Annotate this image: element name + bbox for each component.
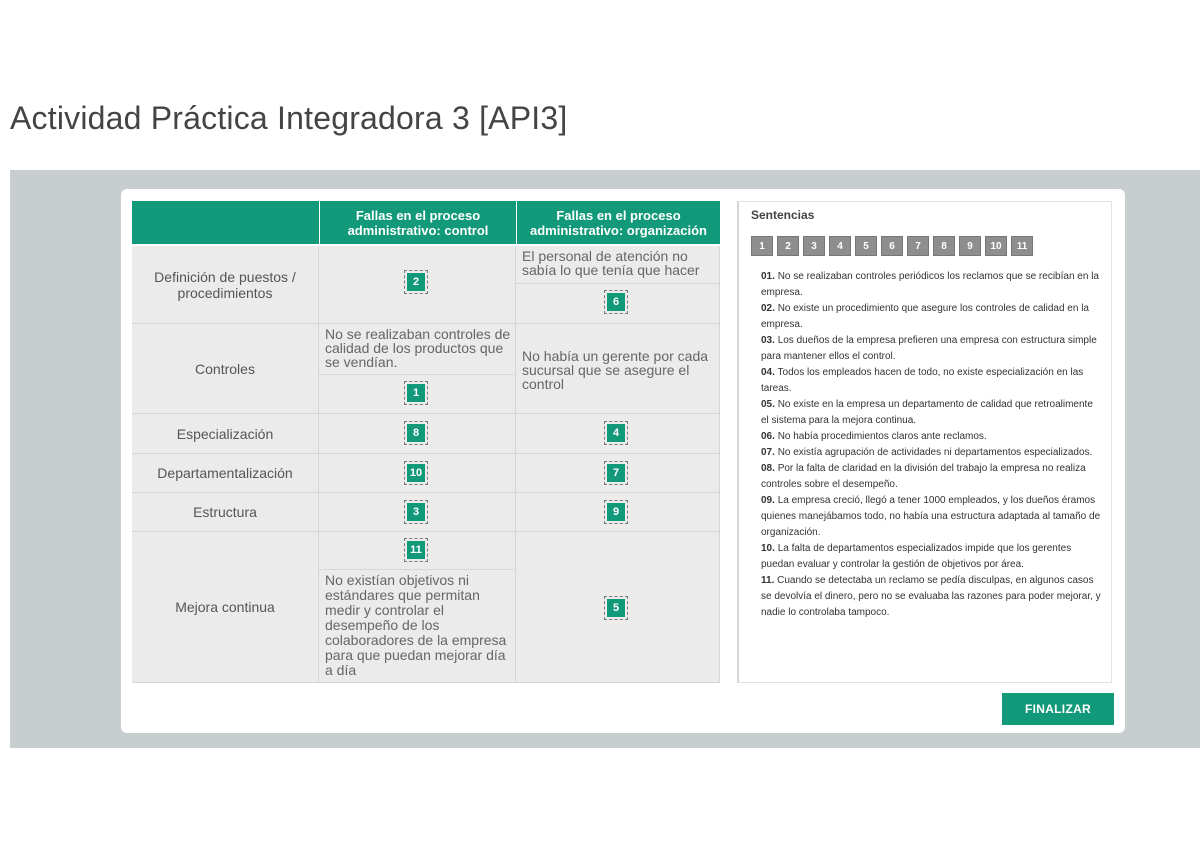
row-label-departamentalizacion: Departamentalización xyxy=(132,454,319,493)
sentence-item xyxy=(761,333,1101,365)
sentence-item xyxy=(761,365,1101,397)
drop-slot[interactable] xyxy=(404,270,428,294)
sentence-number: 03. xyxy=(761,335,775,346)
finish-button[interactable]: FINALIZAR xyxy=(1002,693,1114,725)
drop-slot[interactable] xyxy=(604,421,628,445)
cell-especializacion-control xyxy=(319,414,516,454)
sentence-item xyxy=(761,461,1101,493)
sentence-tile[interactable]: 11 xyxy=(1011,236,1033,256)
activity-card xyxy=(121,189,1125,733)
sentence-number: 06. xyxy=(761,431,775,442)
sentence-tile[interactable]: 10 xyxy=(985,236,1007,256)
sentence-number: 09. xyxy=(761,495,775,506)
page-title: Actividad Práctica Integradora 3 [API3] xyxy=(10,100,568,136)
sentence-item xyxy=(761,493,1101,541)
classification-table xyxy=(132,201,720,683)
sentence-tile[interactable]: 8 xyxy=(933,236,955,256)
sentence-number: 01. xyxy=(761,271,775,282)
sentence-number: 02. xyxy=(761,303,775,314)
sentence-tile[interactable]: 2 xyxy=(777,236,799,256)
header-control: Fallas en el proceso administrativo: control xyxy=(319,201,516,244)
sentence-item xyxy=(761,269,1101,301)
cell-controles-control-text: No se realizaban controles de calidad de los productos que se vendían. xyxy=(319,324,516,375)
answer-tile[interactable]: 5 xyxy=(607,599,625,617)
sentence-number: 04. xyxy=(761,367,775,378)
cell-departamentalizacion-control xyxy=(319,454,516,493)
sentence-tile[interactable]: 7 xyxy=(907,236,929,256)
sentence-item xyxy=(761,573,1101,621)
row-label-estructura: Estructura xyxy=(132,493,319,532)
row-label-definicion: Definición de puestos / procedimientos xyxy=(132,246,319,324)
cell-definicion-control xyxy=(319,246,516,324)
cell-departamentalizacion-org xyxy=(516,454,720,493)
answer-tile[interactable]: 4 xyxy=(607,424,625,442)
answer-tile[interactable]: 8 xyxy=(407,424,425,442)
drop-slot[interactable] xyxy=(604,500,628,524)
cell-mejora-control-text: No existían objetivos ni estándares que permitan medir y controlar el desempeño de los colaboradores de la empresa para que puedan mejorar día a día xyxy=(319,570,516,683)
answer-tile[interactable]: 2 xyxy=(407,273,425,291)
sentence-item xyxy=(761,445,1101,461)
drop-slot[interactable] xyxy=(604,461,628,485)
drop-slot[interactable] xyxy=(604,290,628,314)
cell-mejora-org xyxy=(516,532,720,683)
cell-controles-control-slot xyxy=(319,375,516,414)
answer-tile[interactable]: 10 xyxy=(407,464,425,482)
sentence-text: No existe en la empresa un departamento de calidad que retroalimente el sistema para la mejora continua. xyxy=(761,399,1093,426)
answer-tile[interactable]: 11 xyxy=(407,541,425,559)
cell-controles-org-text: No había un gerente por cada sucursal que se asegure el control xyxy=(516,324,720,414)
sentence-text: La empresa creció, llegó a tener 1000 empleados, y los dueños éramos quienes manejábamos todo, no había una estructura adaptada al tamaño de organización. xyxy=(761,495,1101,538)
drop-slot[interactable] xyxy=(404,500,428,524)
drop-slot[interactable] xyxy=(404,461,428,485)
sentence-text: La falta de departamentos especializados impide que los gerentes puedan evaluar y controlar la gestión de objetivos por área. xyxy=(761,543,1072,570)
sentences-panel xyxy=(737,201,1112,683)
sentence-item xyxy=(761,541,1101,573)
header-organizacion: Fallas en el proceso administrativo: organización xyxy=(516,201,720,244)
drop-slot[interactable] xyxy=(404,381,428,405)
header-empty xyxy=(132,201,319,244)
sentence-tile-bank xyxy=(751,236,1033,256)
drop-slot[interactable] xyxy=(404,421,428,445)
sentence-text: No se realizaban controles periódicos los reclamos que se recibían en la empresa. xyxy=(761,271,1099,298)
answer-tile[interactable]: 1 xyxy=(407,384,425,402)
row-label-especializacion: Especialización xyxy=(132,414,319,454)
answer-tile[interactable]: 9 xyxy=(607,503,625,521)
sentence-number: 07. xyxy=(761,447,775,458)
cell-especializacion-org xyxy=(516,414,720,454)
sentence-tile[interactable]: 1 xyxy=(751,236,773,256)
row-label-mejora: Mejora continua xyxy=(132,532,319,683)
sentence-text: No existe un procedimiento que asegure los controles de calidad en la empresa. xyxy=(761,303,1089,330)
drop-slot[interactable] xyxy=(404,538,428,562)
sentence-text: No había procedimientos claros ante reclamos. xyxy=(777,431,987,442)
sentence-tile[interactable]: 3 xyxy=(803,236,825,256)
answer-tile[interactable]: 3 xyxy=(407,503,425,521)
cell-estructura-org xyxy=(516,493,720,532)
cell-estructura-control xyxy=(319,493,516,532)
sentence-number: 11. xyxy=(761,575,775,586)
cell-definicion-org-slot xyxy=(516,284,720,324)
sentence-item xyxy=(761,429,1101,445)
sentence-number: 08. xyxy=(761,463,775,474)
drop-slot[interactable] xyxy=(604,596,628,620)
sentence-tile[interactable]: 6 xyxy=(881,236,903,256)
sentences-title: Sentencias xyxy=(751,208,815,222)
sentence-item xyxy=(761,397,1101,429)
sentence-text: Los dueños de la empresa prefieren una empresa con estructura simple para mantener ellos el control. xyxy=(761,335,1097,362)
row-label-controles: Controles xyxy=(132,324,319,414)
sentence-text: Por la falta de claridad en la división del trabajo la empresa no realiza controles sobre el desempeño. xyxy=(761,463,1086,490)
sentence-number: 05. xyxy=(761,399,775,410)
sentence-tile[interactable]: 5 xyxy=(855,236,877,256)
sentence-text: No existía agrupación de actividades ni departamentos especializados. xyxy=(777,447,1093,458)
sentence-text: Todos los empleados hacen de todo, no existe especialización en las tareas. xyxy=(761,367,1084,394)
answer-tile[interactable]: 6 xyxy=(607,293,625,311)
sentence-tile[interactable]: 9 xyxy=(959,236,981,256)
sentence-text: Cuando se detectaba un reclamo se pedía disculpas, en algunos casos se devolvía el dinero, pero no se evaluaba las razones para poder mejorar, y nadie lo controlaba tampoco. xyxy=(761,575,1101,618)
sentence-item xyxy=(761,301,1101,333)
cell-definicion-org-text: El personal de atención no sabía lo que tenía que hacer xyxy=(516,246,720,284)
answer-tile[interactable]: 7 xyxy=(607,464,625,482)
sentence-number: 10. xyxy=(761,543,775,554)
sentence-tile[interactable]: 4 xyxy=(829,236,851,256)
sentence-list xyxy=(761,269,1101,621)
cell-mejora-control-slot xyxy=(319,532,516,570)
